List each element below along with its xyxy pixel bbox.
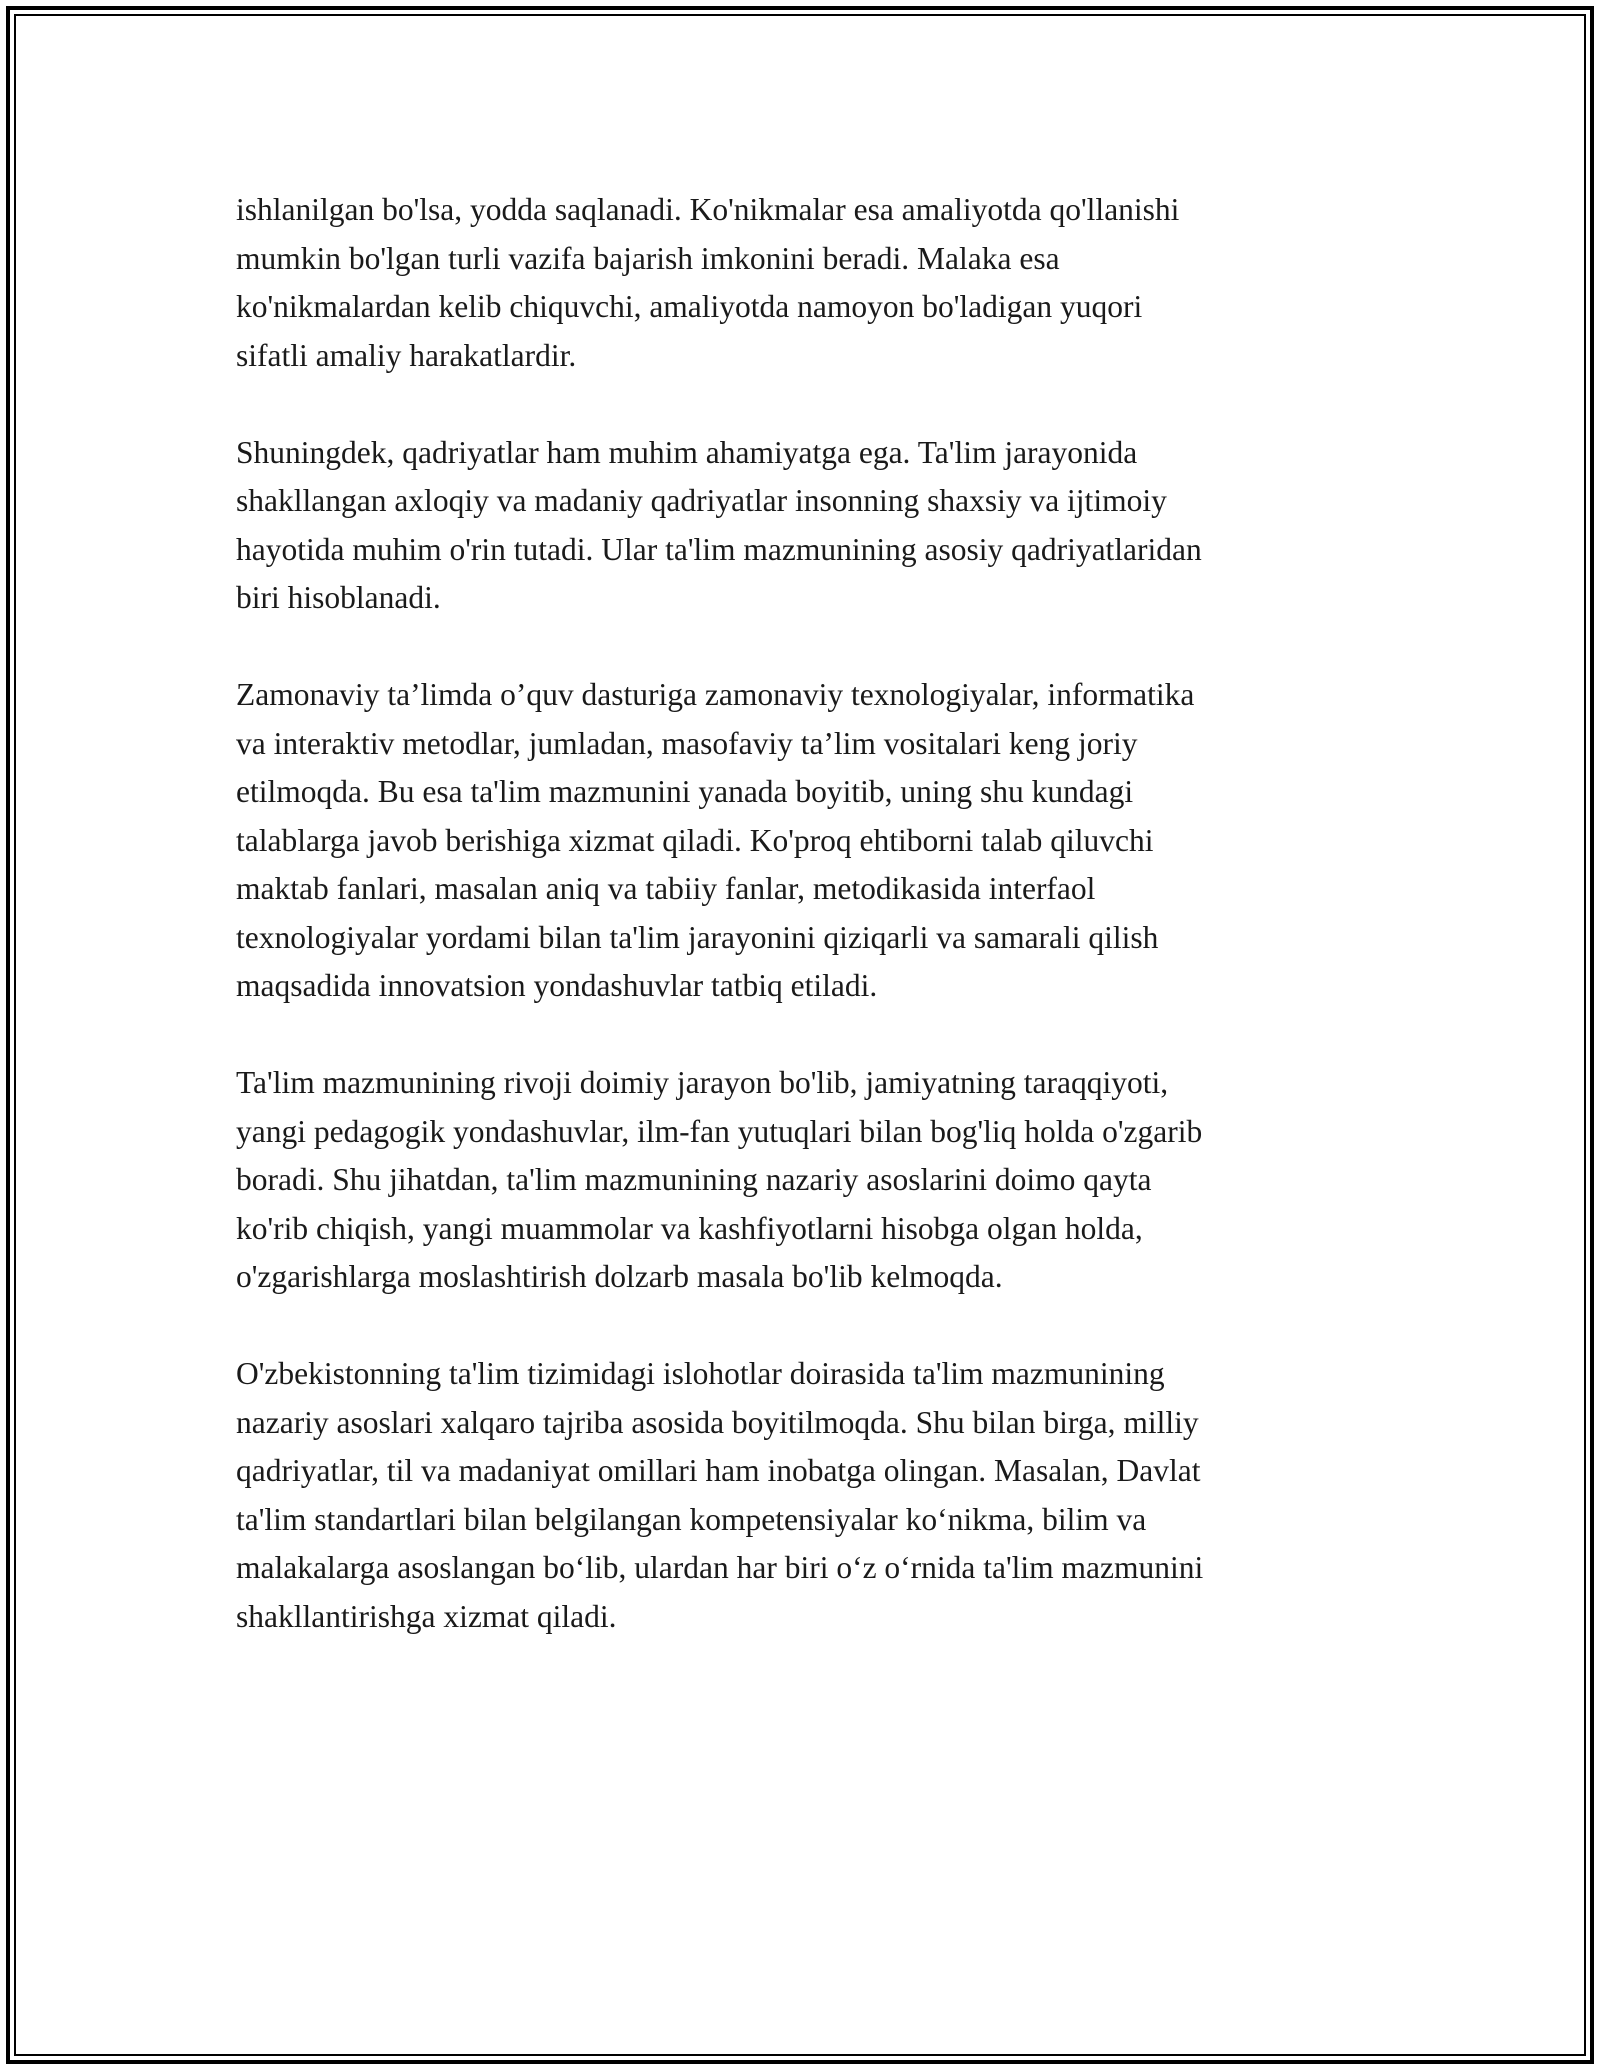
text-line: o'zgarishlarga moslashtirish dolzarb masala bo'lib kelmoqda. bbox=[236, 1259, 1003, 1294]
text-line: Zamonaviy ta’limda o’quv dasturiga zamonaviy texnologiyalar, informatika bbox=[236, 677, 1195, 712]
text-line: talablarga javob berishiga xizmat qiladi. Ko'proq ehtiborni talab qiluvchi bbox=[236, 822, 1154, 858]
text-line: etilmoqda. Bu esa ta'lim mazmunini yanada boyitib, uning shu kundagi bbox=[236, 774, 1134, 809]
document-body bbox=[236, 186, 1376, 1690]
text-line: hayotida muhim o'rin tutadi. Ular ta'lim mazmunining asosiy qadriyatlaridan bbox=[236, 531, 1202, 567]
text-line: maqsadida innovatsion yondashuvlar tatbiq etiladi. bbox=[236, 968, 878, 1003]
text-line: ko'rib chiqish, yangi muammolar va kashfiyotlarni hisobga olgan holda, bbox=[236, 1210, 1143, 1246]
text-line: yangi pedagogik yondashuvlar, ilm-fan yutuqlari bilan bog'liq holda o'zgarib bbox=[236, 1113, 1203, 1149]
text-line: boradi. Shu jihatdan, ta'lim mazmunining nazariy asoslarini doimo qayta bbox=[236, 1162, 1152, 1197]
text-line: nazariy asoslari xalqaro tajriba asosida boyitilmoqda. Shu bilan birga, milliy bbox=[236, 1404, 1199, 1440]
text-line: malakalarga asoslangan bo‘lib, ulardan har biri o‘z o‘rnida ta'lim mazmunini bbox=[236, 1550, 1204, 1585]
text-line: biri hisoblanadi. bbox=[236, 580, 441, 615]
text-line: Ta'lim mazmunining rivoji doimiy jarayon bo'lib, jamiyatning taraqqiyoti, bbox=[236, 1065, 1169, 1100]
text-line: sifatli amaliy harakatlardir. bbox=[236, 337, 577, 373]
text-line: ta'lim standartlari bilan belgilangan kompetensiyalar ko‘nikma, bilim va bbox=[236, 1501, 1147, 1537]
text-line: maktab fanlari, masalan aniq va tabiiy fanlar, metodikasida interfaol bbox=[236, 871, 1096, 906]
text-line: ko'nikmalardan kelib chiquvchi, amaliyotda namoyon bo'ladigan yuqori bbox=[236, 289, 1143, 324]
paragraph-2 bbox=[236, 429, 1376, 623]
text-line: Shuningdek, qadriyatlar ham muhim ahamiyatga ega. Ta'lim jarayonida bbox=[236, 434, 1138, 470]
text-line: O'zbekistonning ta'lim tizimidagi islohotlar doirasida ta'lim mazmunining bbox=[236, 1356, 1165, 1391]
paragraph-5 bbox=[236, 1350, 1376, 1641]
paragraph-1 bbox=[236, 186, 1376, 380]
text-line: texnologiyalar yordami bilan ta'lim jarayonini qiziqarli va samarali qilish bbox=[236, 919, 1159, 955]
paragraph-3 bbox=[236, 671, 1376, 1011]
text-line: qadriyatlar, til va madaniyat omillari ham inobatga olingan. Masalan, Davlat bbox=[236, 1453, 1201, 1488]
text-line: shakllangan axloqiy va madaniy qadriyatlar insonning shaxsiy va ijtimoiy bbox=[236, 483, 1167, 518]
text-line: mumkin bo'lgan turli vazifa bajarish imkonini beradi. Malaka esa bbox=[236, 240, 1060, 276]
text-line: shakllantirishga xizmat qiladi. bbox=[236, 1598, 617, 1634]
text-line: ishlanilgan bo'lsa, yodda saqlanadi. Ko'nikmalar esa amaliyotda qo'llanishi bbox=[236, 192, 1180, 227]
paragraph-4 bbox=[236, 1059, 1376, 1302]
text-line: va interaktiv metodlar, jumladan, masofaviy ta’lim vositalari keng joriy bbox=[236, 725, 1138, 761]
